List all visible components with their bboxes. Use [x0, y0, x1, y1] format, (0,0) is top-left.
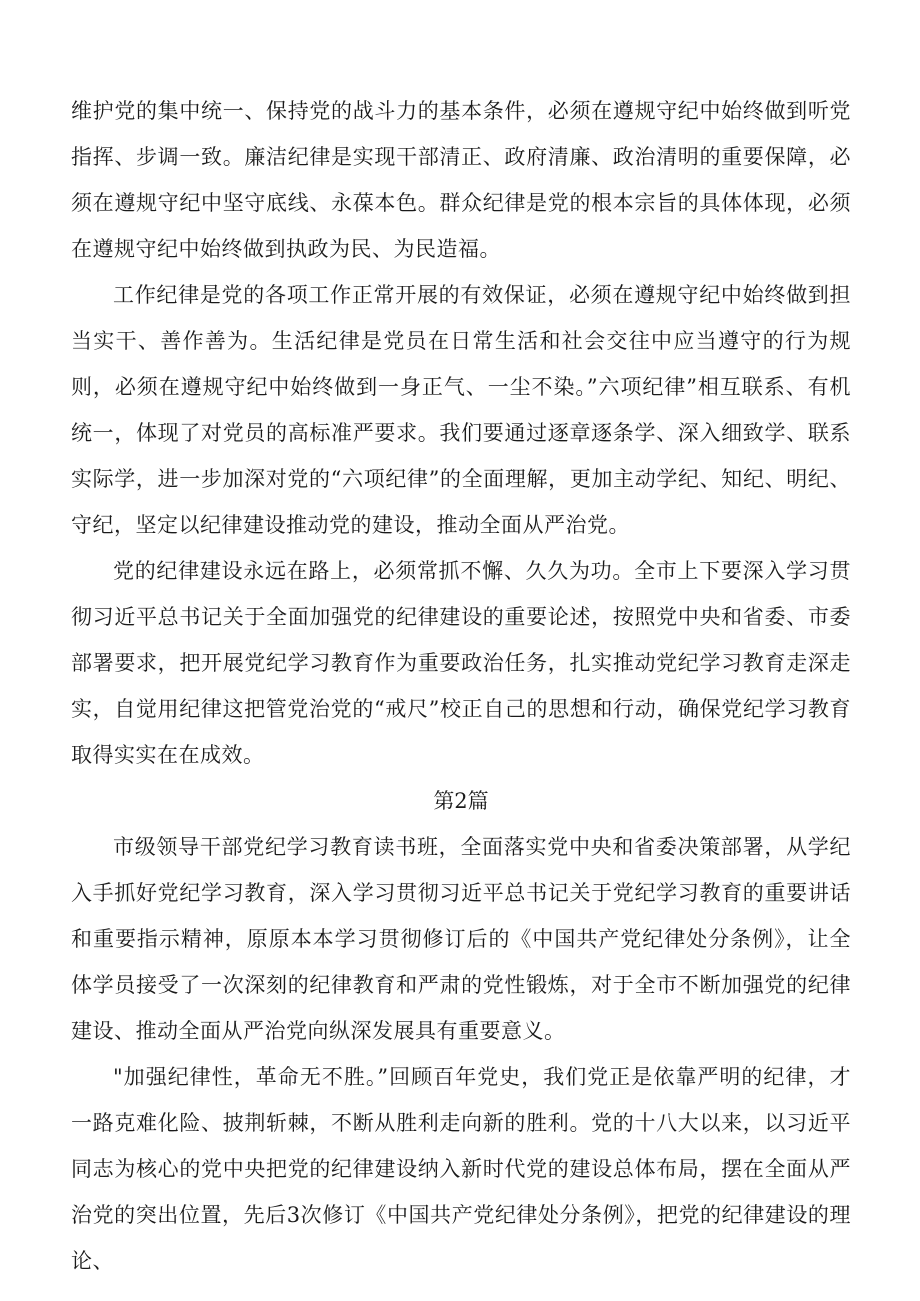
paragraph-2: 工作纪律是党的各项工作正常开展的有效保证，必须在遵规守纪中始终做到担当实干、善作善为。生活纪律是党员在日常生活和社会交往中应当遵守的行为规则，必须在遵规守纪中始终做到一身正气、一尘不染。”六项纪律”相互联系、有机统一，体现了对党员的高标准严要求。我们要通过逐章逐条学、深入细致学、联系实际学，进一步加深对党的“六项纪律”的全面理解，更加主动学纪、知纪、明纪、守纪，坚定以纪律建设推动党的建设，推动全面从严治党。 — [71, 283, 851, 537]
section-title: 第2篇 — [433, 789, 489, 813]
paragraph-5: "加强纪律性，革命无不胜。”回顾百年党史，我们党正是依靠严明的纪律，才一路克难化险、披荆斩棘，不断从胜利走向新的胜利。党的十八大以来，以习近平同志为核心的党中央把党的纪律建设纳入新时代党的建设总体布局，摆在全面从严治党的突出位置，先后3次修订《中国共产党纪律处分条例》，把党的纪律建设的理论、 — [71, 1065, 851, 1273]
paragraph-1: 维护党的集中统一、保持党的战斗力的基本条件，必须在遵规守纪中始终做到听党指挥、步调一致。廉洁纪律是实现干部清正、政府清廉、政治清明的重要保障，必须在遵规守纪中坚守底线、永葆本色。群众纪律是党的根本宗旨的具体体现，必须在遵规守纪中始终做到执政为民、为民造福。 — [71, 99, 851, 261]
paragraph-4: 市级领导干部党纪学习教育读书班，全面落实党中央和省委决策部署，从学纪入手抓好党纪学习教育，深入学习贯彻习近平总书记关于党纪学习教育的重要讲话和重要指示精神，原原本本学习贯彻修订后的《中国共产党纪律处分条例》，让全体学员接受了一次深刻的纪律教育和严肃的党性锻炼，对于全市不断加强党的纪律建设、推动全面从严治党向纵深发展具有重要意义。 — [71, 835, 851, 1043]
document-body — [71, 88, 851, 1284]
paragraph-3: 党的纪律建设永远在路上，必须常抓不懈、久久为功。全市上下要深入学习贯彻习近平总书记关于全面加强党的纪律建设的重要论述，按照党中央和省委、市委部署要求，把开展党纪学习教育作为重要政治任务，扎实推动党纪学习教育走深走实，自觉用纪律这把管党治党的“戒尺”校正自己的思想和行动，确保党纪学习教育取得实实在在成效。 — [71, 559, 851, 767]
